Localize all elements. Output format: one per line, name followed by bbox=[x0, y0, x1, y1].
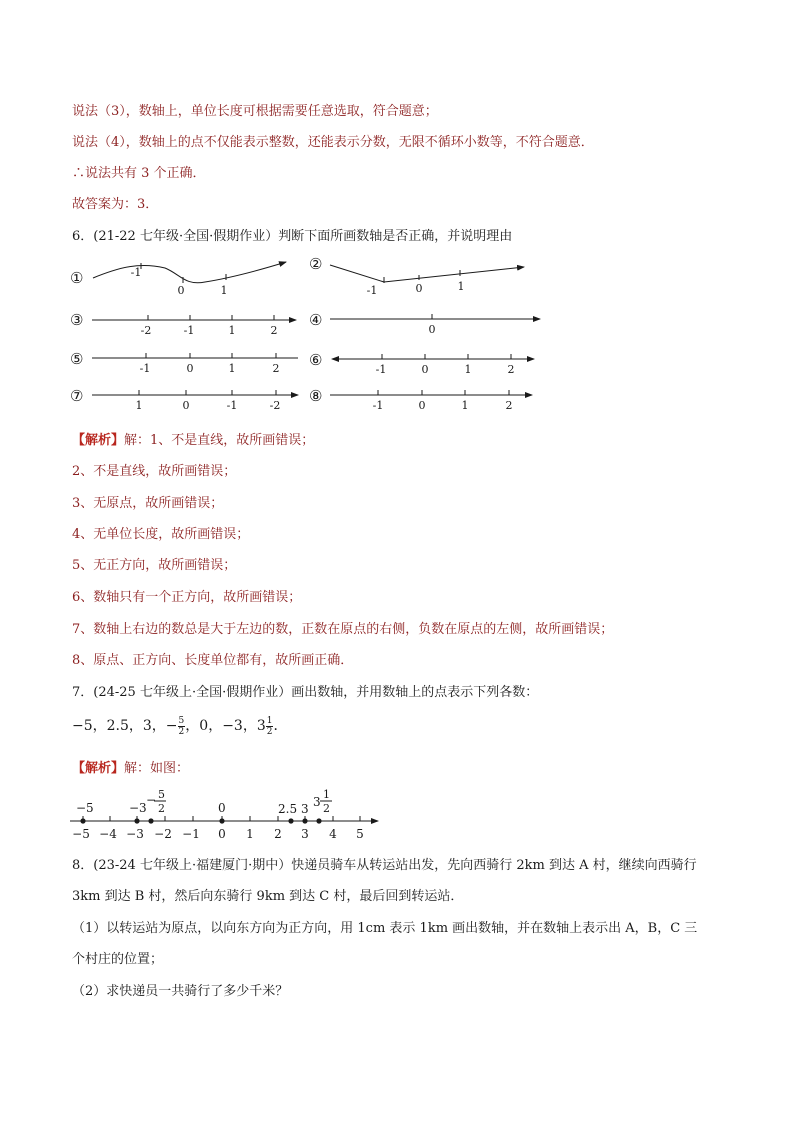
question-7-title: 7．(24-25 七年级上·全国·假期作业）画出数轴，并用数轴上的点表示下列各数： bbox=[72, 685, 539, 700]
tick-label: 0 bbox=[418, 399, 426, 412]
tick-label: 0 bbox=[186, 362, 194, 375]
point-label: 3 bbox=[313, 795, 321, 809]
point-label: 2.5 bbox=[278, 802, 298, 816]
tick-label: 1 bbox=[220, 284, 228, 297]
question-8-line: 8．(23-24 七年级上·福建厦门·期中）快递员骑车从转运站出发，先向西骑行 2km 到达 A 村，继续向西骑行 bbox=[72, 858, 697, 873]
tick-label: 1 bbox=[246, 827, 254, 841]
tick-label: 3 bbox=[301, 827, 309, 841]
tick-label: -2 bbox=[269, 399, 281, 412]
answer-line: 2、不是直线，故所画错误； bbox=[72, 464, 237, 479]
tick-label: 5 bbox=[356, 827, 364, 841]
tick-label: −4 bbox=[99, 827, 117, 841]
tick-label: 0 bbox=[415, 282, 423, 295]
tick-label: 0 bbox=[421, 363, 429, 376]
point-label: − bbox=[146, 793, 157, 807]
point-3-1-2 bbox=[316, 818, 321, 823]
figure-2-polyline bbox=[330, 265, 524, 282]
answer-text: 解：如图： bbox=[124, 761, 190, 776]
tick-label: 1 bbox=[228, 324, 236, 337]
figure-3-number: ③ bbox=[70, 311, 84, 329]
analysis-tag: 【解析】 bbox=[72, 433, 125, 448]
answer-line: 8、原点、正方向、长度单位都有，故所画正确． bbox=[72, 653, 354, 668]
answer-line: 3、无原点，故所画错误； bbox=[72, 496, 224, 511]
text-line: 说法（3），数轴上，单位长度可根据需要任意选取，符合题意； bbox=[72, 104, 438, 119]
question-8-line: 3km 到达 B 村，然后向东骑行 9km 到达 C 村，最后回到转运站． bbox=[72, 889, 464, 904]
answer-text: 解：1、不是直线，故所画错误； bbox=[124, 433, 315, 448]
answer-line bbox=[72, 760, 189, 778]
tick-label: 4 bbox=[329, 827, 337, 841]
answer-line: 4、无单位长度，故所画错误； bbox=[72, 527, 250, 542]
tick-label: 0 bbox=[218, 827, 226, 841]
point-3 bbox=[302, 818, 307, 823]
point-label: 2 bbox=[158, 802, 165, 815]
tick-label: 0 bbox=[428, 323, 436, 336]
question-8-line: 个村庄的位置； bbox=[72, 952, 164, 967]
question-8-line: （2）求快递员一共骑行了多少千米？ bbox=[72, 984, 289, 999]
text-line: 说法（4），数轴上的点不仅能表示整数，还能表示分数，无限不循环小数等，不符合题意． bbox=[72, 135, 594, 150]
tick-label: -2 bbox=[140, 324, 152, 337]
point-label: 3 bbox=[301, 802, 309, 816]
tick-label: −1 bbox=[182, 827, 200, 841]
answer-line: 7、数轴上右边的数总是大于左边的数，正数在原点的右侧，负数在原点的左侧，故所画错误； bbox=[72, 622, 614, 637]
figure-5-number: ⑤ bbox=[70, 350, 84, 368]
point-minus-5-over-2 bbox=[148, 818, 153, 823]
answer-line: 5、无正方向，故所画错误； bbox=[72, 558, 237, 573]
question-6-title: 6．(21-22 七年级·全国·假期作业）判断下面所画数轴是否正确，并说明理由 bbox=[72, 229, 513, 244]
point-2-5 bbox=[288, 818, 293, 823]
tick-label: -1 bbox=[372, 399, 384, 412]
tick-label: −3 bbox=[126, 827, 144, 841]
numbers-part: ，0，−3，3 bbox=[185, 718, 266, 734]
tick-label: 1 bbox=[228, 362, 236, 375]
tick-label: -1 bbox=[183, 324, 195, 337]
figure-1-number: ① bbox=[70, 269, 84, 287]
answer-line: 6、数轴只有一个正方向，故所画错误； bbox=[72, 590, 302, 605]
tick-label: 1 bbox=[464, 363, 472, 376]
mixed-fraction: $\frac{1}{2}$ bbox=[266, 715, 273, 737]
tick-label: 2 bbox=[272, 362, 280, 375]
question-7-numbers: −5，2.5，3，− $\frac{5}{2}$ ，0，−3，3 $\frac{1}{2}$ ． bbox=[72, 715, 288, 737]
tick-label: −5 bbox=[72, 827, 90, 841]
figure-7-number: ⑦ bbox=[70, 387, 84, 405]
point-label: 0 bbox=[218, 801, 226, 815]
answer-line bbox=[72, 432, 314, 450]
point-label: 5 bbox=[158, 788, 165, 801]
point-label: 2 bbox=[323, 802, 330, 815]
figure-4-number: ④ bbox=[309, 311, 323, 329]
tick-label: 2 bbox=[270, 324, 278, 337]
question-7-number-line bbox=[0, 784, 794, 844]
tick-label: -1 bbox=[375, 363, 387, 376]
tick-label: 1 bbox=[457, 280, 465, 293]
figure-2-number: ② bbox=[309, 255, 323, 273]
point-0 bbox=[219, 818, 224, 823]
tick-label: 0 bbox=[177, 284, 185, 297]
tick-label: -1 bbox=[366, 284, 378, 297]
fraction: $\frac{5}{2}$ bbox=[178, 715, 185, 737]
tick-label: −2 bbox=[154, 827, 172, 841]
figure-6-number: ⑥ bbox=[309, 351, 323, 369]
tick-label: 0 bbox=[182, 399, 190, 412]
point-label: −3 bbox=[129, 801, 147, 815]
question-8-line: （1）以转运站为原点，以向东方向为正方向，用 1cm 表示 1km 画出数轴，并在数轴上表示出 A，B，C 三 bbox=[72, 921, 698, 936]
numbers-part: −5，2.5，3，− bbox=[72, 718, 178, 734]
tick-label: 2 bbox=[274, 827, 282, 841]
question-6-figure bbox=[0, 252, 794, 412]
tick-label: 1 bbox=[461, 399, 469, 412]
figure-8-number: ⑧ bbox=[309, 387, 323, 405]
tick-label: 2 bbox=[505, 399, 513, 412]
point-label: 1 bbox=[323, 788, 330, 801]
tick-label: -1 bbox=[139, 362, 151, 375]
point-label: −5 bbox=[76, 801, 94, 815]
tick-label: 2 bbox=[507, 363, 515, 376]
text-line: 故答案为：3． bbox=[72, 197, 159, 212]
point-minus-3 bbox=[134, 818, 139, 823]
point-minus-5 bbox=[80, 818, 85, 823]
tick-label: -1 bbox=[130, 266, 142, 279]
figure-1-curve bbox=[93, 262, 286, 283]
tick-label: -1 bbox=[226, 399, 238, 412]
tick-label: 1 bbox=[135, 399, 143, 412]
analysis-tag: 【解析】 bbox=[72, 761, 125, 776]
text-line: ∴说法共有 3 个正确． bbox=[72, 166, 206, 181]
